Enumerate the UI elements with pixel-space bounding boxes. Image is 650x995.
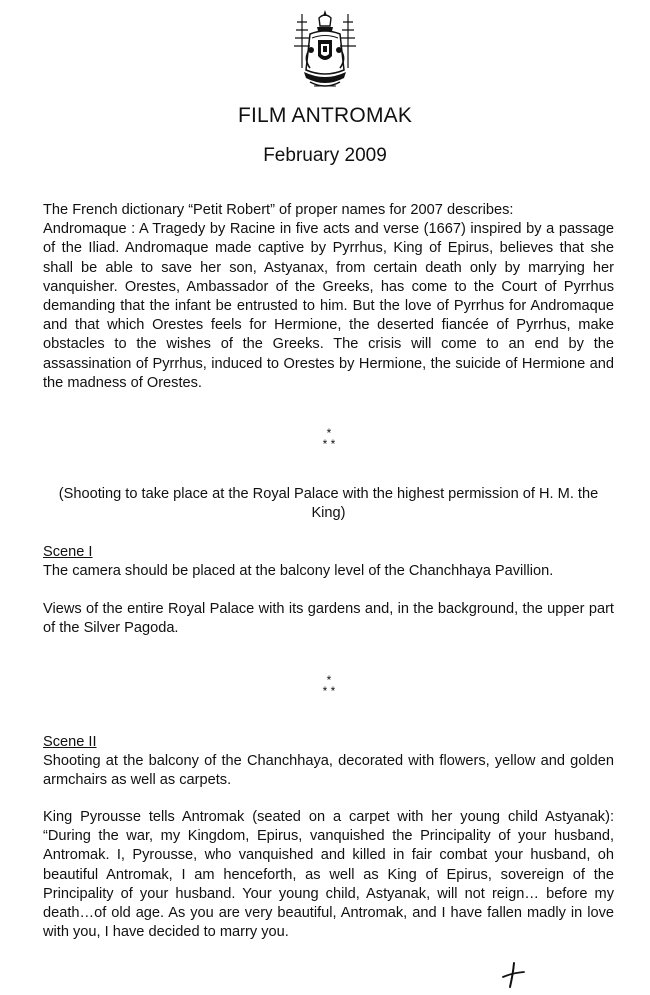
document-title: FILM ANTROMAK (237, 104, 413, 127)
scene1-paragraph-1: The camera should be placed at the balcony level of the Chanchhaya Pavillion. (43, 563, 554, 579)
separator-2-top: * (326, 673, 332, 687)
shooting-note: (Shooting to take place at the Royal Palace with the highest permission of H. M. the King) (58, 486, 599, 522)
separator-1-top: * (326, 426, 332, 440)
separator-2 (0, 675, 650, 697)
intro-paragraph (43, 201, 614, 393)
scene2-title: Scene II (43, 734, 97, 750)
scene1-paragraph-2: Views of the entire Royal Palace with its gardens and, in the background, the upper part of the Silver Pagoda. (43, 601, 614, 637)
intro-first-line: The French dictionary “Petit Robert” of proper names for 2007 describes: (43, 202, 514, 218)
scene2-paragraph-2: King Pyrousse tells Antromak (seated on a carpet with her young child Astyanak): “During the war, my Kingdom, Epirus, vanquished the Principality of your husband, Antromak. I, Pyrousse, who vanquished and killed in fair combat your husband, oh beautiful Antromak, I am henceforth, as well as King of Epirus, sovereign of the Principality of your husband. Your young child, Astyanak, will not reign… before my death…of old age. As you are very beautiful, Antromak, and I have fallen madly in love with you, I have decided to marry you. (43, 809, 614, 941)
scene1-title: Scene I (43, 544, 93, 560)
separator-1 (0, 428, 650, 450)
intro-body: Andromaque : A Tragedy by Racine in five acts and verse (1667) inspired by a passage of the Iliad. Andromaque made captive by Pyrrhus, King of Epirus, believes that she shall be able to save her son, Astyanax, from certain death only by marrying her vanquisher. Orestes, Ambassador of the Greeks, has come to the Court of Pyrrhus demanding that the infant be entrusted to him. But the love of Pyrrhus for Andromaque and that which Orestes feels for Hermione, the deserted fiancée of Pyrrhus, make obstacles to the wishes of the Greeks. The crisis will come to an end by the assassination of Pyrrhus, induced to Orestes by Hermione, the suicide of Hermione and the madness of Orestes. (43, 221, 614, 391)
separator-2-bottom: * * (322, 684, 336, 698)
scene2-paragraph-1: Shooting at the balcony of the Chanchhaya, decorated with flowers, yellow and golden armchairs as well as carpets. (43, 753, 614, 789)
document-date: February 2009 (263, 145, 387, 166)
royal-coat-of-arms-icon (290, 8, 360, 92)
separator-1-bottom: * * (322, 437, 336, 451)
handwritten-mark-icon (498, 960, 528, 990)
